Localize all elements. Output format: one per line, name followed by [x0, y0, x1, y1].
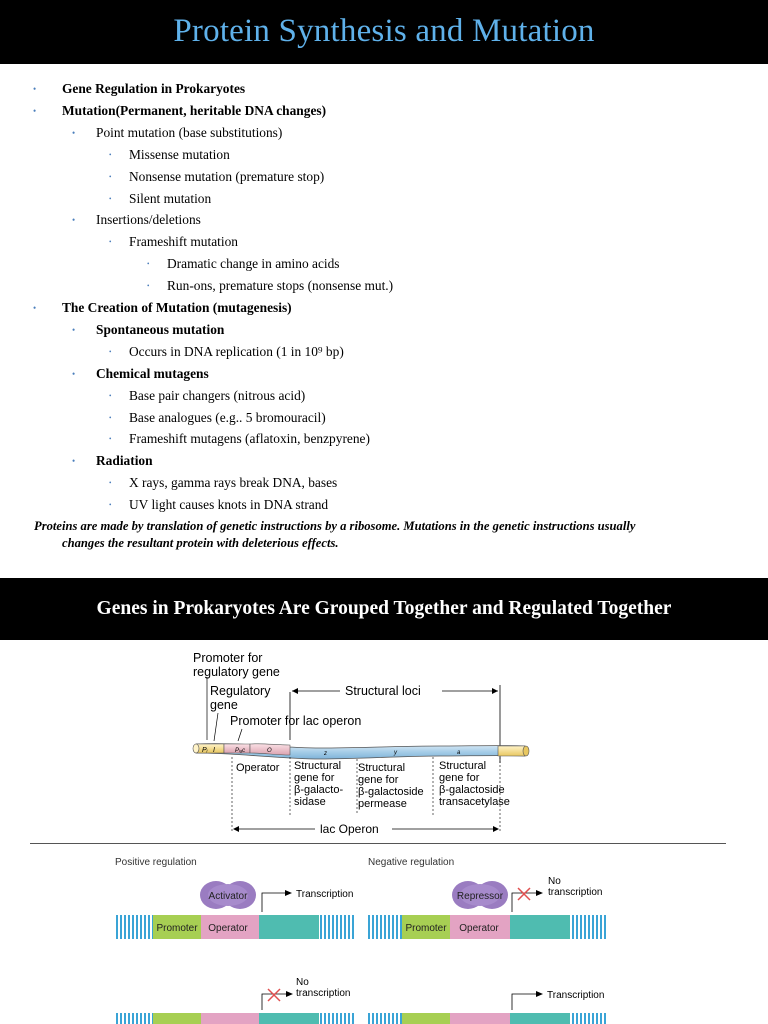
bullet-item-level-4: Run-ons, premature stops (nonsense mut.): [167, 278, 394, 294]
lac-operon-figure: [180, 645, 540, 840]
bullet-item-level-2: Radiation: [96, 453, 153, 469]
seg-plac: Pₗₐc: [235, 748, 246, 754]
promoter-label-pos: Promoter: [156, 923, 198, 934]
bullet-dot: •: [109, 435, 112, 444]
bullet-dot: •: [109, 391, 112, 400]
activator-label: Activator: [208, 891, 248, 902]
bullet-dot: •: [109, 194, 112, 203]
bullet-dot: •: [72, 368, 76, 379]
bullet-dot: •: [72, 127, 76, 138]
repressor-label: Repressor: [456, 891, 504, 902]
slide1-title: Protein Synthesis and Mutation: [173, 13, 595, 49]
bullet-dot: •: [72, 324, 76, 335]
bullet-item-level-1: Mutation(Permanent, heritable DNA changes): [62, 102, 327, 118]
bullet-dot: •: [72, 456, 76, 467]
transcription-label-pos: Transcription: [296, 889, 354, 900]
bullet-item-level-3: X rays, gamma rays break DNA, bases: [129, 475, 338, 491]
positive-regulation-title: Positive regulation: [115, 857, 197, 868]
negative-regulation-title: Negative regulation: [368, 857, 455, 868]
bullet-item-level-3: Missense mutation: [129, 146, 230, 162]
seg-i: I: [213, 747, 215, 754]
positive-regulation-panel-2: [115, 977, 355, 1024]
gene-z-2: gene for: [294, 772, 335, 784]
slide1-title-bar: [0, 0, 768, 64]
gene-a-3: β-galactoside: [439, 784, 505, 796]
gene-y-4: permease: [358, 798, 407, 810]
bullet-dot: •: [109, 238, 112, 247]
negative-regulation-panel-2: [368, 990, 606, 1024]
label-regulatory-gene-2: gene: [210, 698, 238, 712]
operator-label-pos: Operator: [208, 923, 248, 934]
bullet-item-level-3: Frameshift mutation: [129, 234, 238, 250]
gene-a-2: gene for: [439, 772, 480, 784]
label-operator: Operator: [236, 762, 280, 774]
gene-y-3: β-galactoside: [358, 786, 424, 798]
gene-z-4: sidase: [294, 796, 326, 808]
label-promoter-regulatory-1: Promoter for: [193, 651, 263, 665]
seg-o: O: [267, 748, 272, 754]
bullet-dot: •: [147, 260, 150, 269]
bullet-dot: •: [147, 282, 150, 291]
promoter-label-neg: Promoter: [405, 923, 447, 934]
gene-z-3: β-galacto-: [294, 784, 344, 796]
bullet-item-level-3: UV light causes knots in DNA strand: [129, 497, 329, 513]
bullet-item-level-3: Frameshift mutagens (aflatoxin, benzpyrene): [129, 431, 370, 447]
bullet-dot: •: [109, 501, 112, 510]
summary-line-1: Proteins are made by translation of genetic instructions by a ribosome. Mutations in the genetic instructions usually: [34, 519, 636, 533]
no-transcription-label-neg: transcription: [548, 887, 603, 898]
bullet-item-level-2: Chemical mutagens: [96, 365, 209, 381]
bullet-dot: •: [109, 413, 112, 422]
gene-a-1: Structural: [439, 760, 487, 772]
no-transcription-label-pos2: transcription: [296, 988, 351, 999]
label-promoter-lac: Promoter for lac operon: [230, 714, 362, 728]
bullet-item-level-3: Nonsense mutation (premature stop): [129, 168, 325, 184]
summary-text: [34, 518, 724, 552]
bullet-item-level-2: Point mutation (base substitutions): [96, 124, 283, 140]
label-lac-operon: lac Operon: [320, 822, 379, 836]
transcription-label-neg2: Transcription: [547, 990, 605, 1001]
bullet-item-level-2: Spontaneous mutation: [96, 321, 225, 337]
negative-regulation-panel: [368, 876, 606, 939]
bullet-item-level-2: Insertions/deletions: [96, 212, 201, 228]
seg-z: z: [324, 751, 327, 757]
label-regulatory-gene-1: Regulatory: [210, 684, 271, 698]
bullet-item-level-3: Silent mutation: [129, 190, 212, 206]
gene-y-1: Structural: [358, 762, 406, 774]
positive-regulation-panel: [115, 881, 355, 939]
gene-a-4: transacetylase: [439, 796, 510, 808]
bullet-item-level-1: Gene Regulation in Prokaryotes: [62, 81, 246, 96]
bullet-dot: •: [33, 105, 37, 116]
label-promoter-regulatory-2: regulatory gene: [193, 665, 280, 679]
bullet-item-level-3: Base pair changers (nitrous acid): [129, 387, 306, 403]
bullet-item-level-4: Dramatic change in amino acids: [167, 256, 340, 272]
bullet-dot: •: [33, 303, 37, 313]
bullet-dot: •: [72, 215, 76, 226]
bullet-dot: •: [33, 84, 37, 94]
seg-a: a: [457, 750, 461, 756]
bullet-item-level-3: Base analogues (e.g.. 5 bromouracil): [129, 409, 326, 425]
bullet-dot: •: [109, 347, 112, 356]
regulation-figure: [0, 848, 768, 1024]
divider-line: [30, 843, 726, 844]
gene-z-1: Structural: [294, 760, 342, 772]
no-label-pos2: No: [296, 977, 309, 988]
bullet-dot: •: [109, 150, 112, 159]
seg-y: y: [394, 750, 397, 756]
bullet-dot: •: [109, 172, 112, 181]
bullet-item-level-1: The Creation of Mutation (mutagenesis): [62, 300, 292, 315]
bullet-item-level-3: Occurs in DNA replication (1 in 10⁹ bp): [129, 343, 344, 359]
operator-label-neg: Operator: [459, 923, 499, 934]
label-structural-loci: Structural loci: [345, 684, 421, 698]
slide2-title: Genes in Prokaryotes Are Grouped Together and Regulated Together: [96, 598, 672, 619]
seg-pi: Pᵢ: [202, 747, 208, 754]
no-label-neg: No: [548, 876, 561, 887]
summary-line-2: changes the resultant protein with deleterious effects.: [62, 536, 339, 550]
bullet-dot: •: [109, 479, 112, 488]
slide2-title-bar: [0, 578, 768, 640]
gene-y-2: gene for: [358, 774, 399, 786]
